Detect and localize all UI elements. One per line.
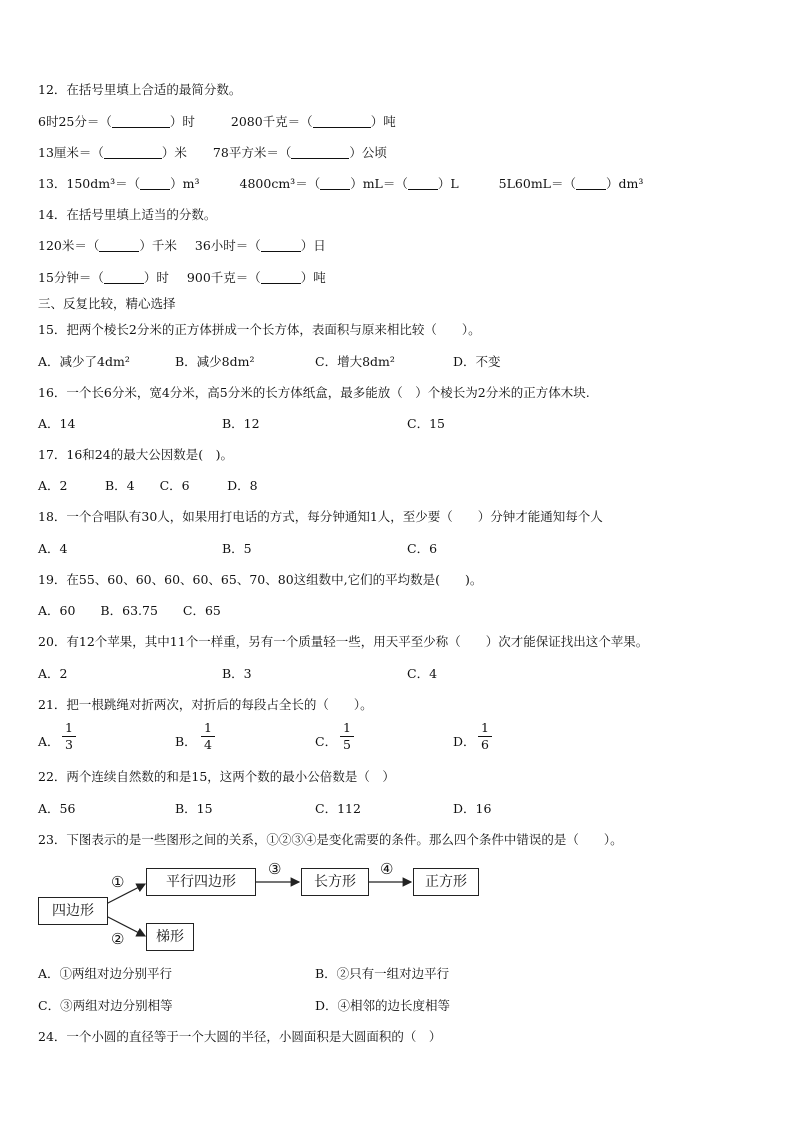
condition-4-label: ④ (380, 860, 394, 878)
condition-3-label: ③ (268, 860, 282, 878)
option-b[interactable]: B．5 (222, 541, 252, 556)
option-a[interactable]: A．减少了4dm² (38, 354, 130, 369)
option-c[interactable]: C．15 (407, 416, 445, 431)
fraction: 1 6 (478, 721, 492, 752)
question-14-row-2: 15分钟＝（ ）时 900千克＝（ ）吨 (38, 270, 326, 285)
question-12-row-2: 13厘米＝（ ）米 78平方米＝（ ）公顷 (38, 145, 387, 160)
fraction: 1 5 (340, 721, 354, 752)
question-20: 20．有12个苹果，其中11个一样重，另有一个质量轻一些，用天平至少称（ ）次才能保证找出这个苹果。 (38, 634, 649, 649)
box-trapezoid: 梯形 (146, 923, 194, 951)
fraction: 1 4 (201, 721, 215, 752)
options-row[interactable]: A．2 B．4 C．6 D．8 (38, 478, 258, 493)
question-17: 17．16和24的最大公因数是( )。 (38, 447, 233, 462)
question-14-title: 14．在括号里填上适当的分数。 (38, 207, 217, 222)
question-12-row-1: 6时25分＝（ ）时 2080千克＝（ ）吨 (38, 114, 396, 129)
option-c[interactable]: C．4 (407, 666, 438, 681)
option-c[interactable]: C．112 (315, 801, 361, 816)
option-d[interactable]: D．不变 (453, 354, 501, 369)
options-row[interactable]: A．60 B．63.75 C．65 (38, 603, 221, 618)
question-16: 16．一个长6分米，宽4分米，高5分米的长方体纸盒，最多能放（ ）个棱长为2分米的正方体木块. (38, 385, 590, 400)
option-b[interactable]: B．12 (222, 416, 260, 431)
fraction: 1 3 (62, 721, 76, 752)
option-c[interactable]: C． (315, 734, 338, 749)
option-b[interactable]: B．15 (175, 801, 213, 816)
box-square: 正方形 (413, 868, 479, 896)
question-12-title: 12．在括号里填上合适的最简分数。 (38, 82, 242, 97)
question-21: 21．把一根跳绳对折两次，对折后的每段占全长的（ ）。 (38, 697, 373, 712)
option-b[interactable]: B．3 (222, 666, 252, 681)
option-d[interactable]: D．16 (453, 801, 492, 816)
question-24: 24．一个小圆的直径等于一个大圆的半径，小圆面积是大圆面积的（ ） (38, 1029, 442, 1044)
question-14-row-1: 120米＝（ ）千米 36小时＝（ ）日 (38, 238, 326, 253)
option-b[interactable]: B．②只有一组对边平行 (315, 966, 450, 981)
option-d[interactable]: D．④相邻的边长度相等 (315, 998, 451, 1013)
option-c[interactable]: C．6 (407, 541, 438, 556)
option-b[interactable]: B．减少8dm² (175, 354, 255, 369)
box-quadrilateral: 四边形 (38, 897, 108, 925)
option-c[interactable]: C．增大8dm² (315, 354, 395, 369)
section-heading: 三、反复比较，精心选择 (38, 296, 176, 311)
box-parallelogram: 平行四边形 (146, 868, 256, 896)
question-18: 18．一个合唱队有30人，如果用打电话的方式，每分钟通知1人，至少要（ ）分钟才能通知每个人 (38, 509, 603, 524)
condition-2-label: ② (111, 930, 125, 948)
question-13: 13．150dm³＝（ ）m³ 4800cm³＝（ ）mL＝（ ）L 5L60mL＝（ ）dm³ (38, 176, 644, 191)
option-d[interactable]: D． (453, 734, 476, 749)
question-15: 15．把两个棱长2分米的正方体拼成一个长方体，表面积与原来相比较（ ）。 (38, 322, 481, 337)
option-a[interactable]: A．14 (38, 416, 76, 431)
question-22: 22．两个连续自然数的和是15，这两个数的最小公倍数是（ ） (38, 769, 395, 784)
question-19: 19．在55、60、60、60、60、65、70、80这组数中,它们的平均数是( )。 (38, 572, 483, 587)
box-rectangle: 长方形 (301, 868, 369, 896)
option-c[interactable]: C．③两组对边分别相等 (38, 998, 173, 1013)
option-a[interactable]: A．①两组对边分别平行 (38, 966, 173, 981)
option-a[interactable]: A．2 (38, 666, 68, 681)
option-a[interactable]: A．56 (38, 801, 76, 816)
option-a[interactable]: A．4 (38, 541, 68, 556)
condition-1-label: ① (111, 873, 125, 891)
question-23: 23．下图表示的是一些图形之间的关系，①②③④是变化需要的条件。那么四个条件中错误的是（ ）。 (38, 832, 623, 847)
option-b[interactable]: B． (175, 734, 197, 749)
option-a[interactable]: A． (38, 734, 60, 749)
